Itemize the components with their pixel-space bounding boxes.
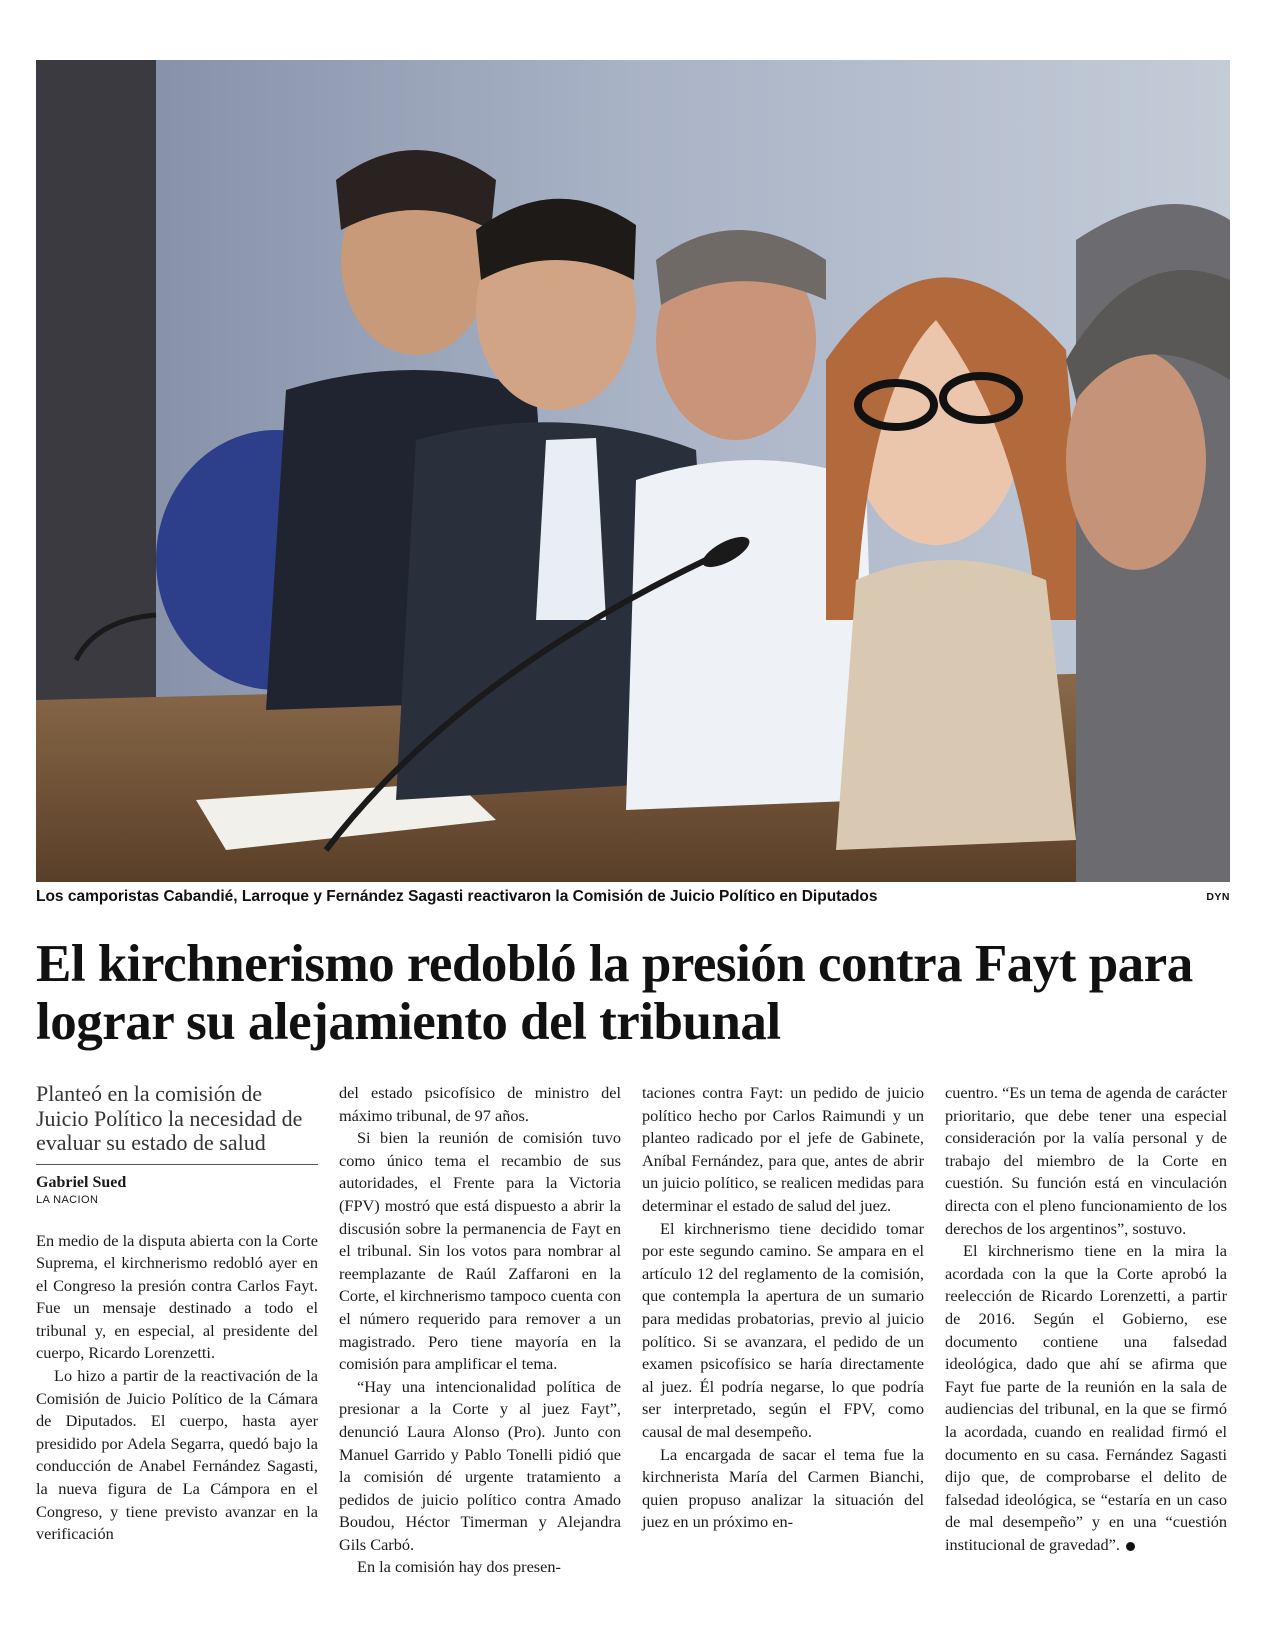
paragraph: Lo hizo a partir de la reactivación de la Comisión de Juicio Político de la Cámara de Diputados. El cuerpo, hasta ayer presidido por Adela Segarra, quedó bajo la conducción de Anabel Fernández Sagasti, la nueva figura de La Cámpora en el Congreso, y tiene previsto avanzar en la verificación — [36, 1366, 318, 1544]
paragraph: taciones contra Fayt: un pedido de juicio político hecho por Carlos Raimundi y un planteo radicado por el jefe de Gabinete, Aníbal Fernández, para que, antes de abrir un juicio político, se realicen medidas para determinar el estado de salud del juez. — [642, 1083, 924, 1215]
paragraph: En medio de la disputa abierta con la Corte Suprema, el kirchnerismo redobló ayer en el Congreso la presión contra Carlos Fayt. Fue un mensaje destinado a todo el tribunal y, en especial, al presidente del cuerpo, Ricardo Lorenzetti. — [36, 1230, 318, 1363]
photo-caption — [36, 888, 1230, 910]
paragraph: “Hay una intencionalidad política de presionar a la Corte y al juez Fayt”, denunció Laura Alonso (Pro). Junto con Manuel Garrido y Pablo Tonelli pidió que la comisión dé urgente tratamiento a pedidos de juicio político contra Amado Boudou, Héctor Timerman y Alejandra Gils Carbó. — [339, 1376, 621, 1554]
byline: Gabriel Sued — [36, 1173, 127, 1191]
news-photo — [36, 60, 1230, 882]
photo-illustration — [36, 60, 1230, 882]
article-body — [36, 1082, 1230, 1602]
paragraph: La encargada de sacar el tema fue la kirchnerista María del Carmen Bianchi, quien propuso analizar la situación del juez en un próximo en- — [642, 1444, 924, 1532]
headline: El kirchnerismo redobló la presión contra Fayt para lograr su alejamiento del tribunal — [36, 935, 1193, 1051]
paragraph: cuentro. “Es un tema de agenda de carácter prioritario, que debe tener una especial consideración por la valía personal y de trabajo del miembro de la Corte en cuestión. Su función está en vinculación directa con el pleno funcionamiento de los derechos de los argentinos”, sostuvo. — [945, 1083, 1227, 1238]
column-4 — [945, 1082, 1227, 1556]
end-mark-icon — [1126, 1542, 1135, 1551]
paragraph: Si bien la reunión de comisión tuvo como único tema el recambio de sus autoridades, el Frente para la Victoria (FPV) mostró que está dispuesto a abrir la discusión sobre la permanencia de Fayt en el tribunal. Sin los votos para nombrar al reemplazante de Raúl Zaffaroni en la Corte, el kirchnerismo tampoco cuenta con el número requerido para remover a un magistrado. Pero tiene mayoría en la comisión para amplificar el tema. — [339, 1128, 621, 1374]
paragraph-last — [945, 1240, 1227, 1556]
paragraph: En la comisión hay dos presen- — [357, 1557, 561, 1577]
column-1 — [36, 1082, 318, 1546]
paragraph-text: El kirchnerismo tiene en la mira la acordada con la que la Corte aprobó la reelección de Ricardo Lorenzetti, a partir de 2016. Según el Gobierno, ese documento contiene una falsedad ideológica, dado que ahí se afirma que Fayt fue parte de la reunión en la sala de audiencias del tribunal, en la que se firmó la acordada, cuando en realidad firmó el documento en su casa. Fernández Sagasti dijo que, de comprobarse el delito de falsedad ideológica, se “estaría en un caso de mal desempeño” y en una “cuestión institucional de gravedad”. — [945, 1241, 1227, 1554]
outlet: LA NACION — [36, 1193, 99, 1206]
column-3 — [642, 1082, 924, 1534]
paragraph: del estado psicofísico de ministro del máximo tribunal, de 97 años. — [339, 1083, 621, 1125]
caption-text: Los camporistas Cabandié, Larroque y Fernández Sagasti reactivaron la Comisión de Juicio Político en Diputados — [36, 888, 878, 905]
deck: Planteó en la comisión de Juicio Político la necesidad de evaluar su estado de salud — [36, 1082, 318, 1165]
photo-credit: DYN — [1206, 891, 1230, 903]
column-2 — [339, 1082, 621, 1579]
paragraph: El kirchnerismo tiene decidido tomar por este segundo camino. Se ampara en el artículo 12 del reglamento de la comisión, que contempla la apertura de un sumario para medidas probatorias, previo al juicio político. Si se avanzara, el pedido de un examen psicofísico se haría directamente al juez. Él podría negarse, lo que podría ser interpretado, según el FPV, como causal de mal desempeño. — [642, 1218, 924, 1441]
